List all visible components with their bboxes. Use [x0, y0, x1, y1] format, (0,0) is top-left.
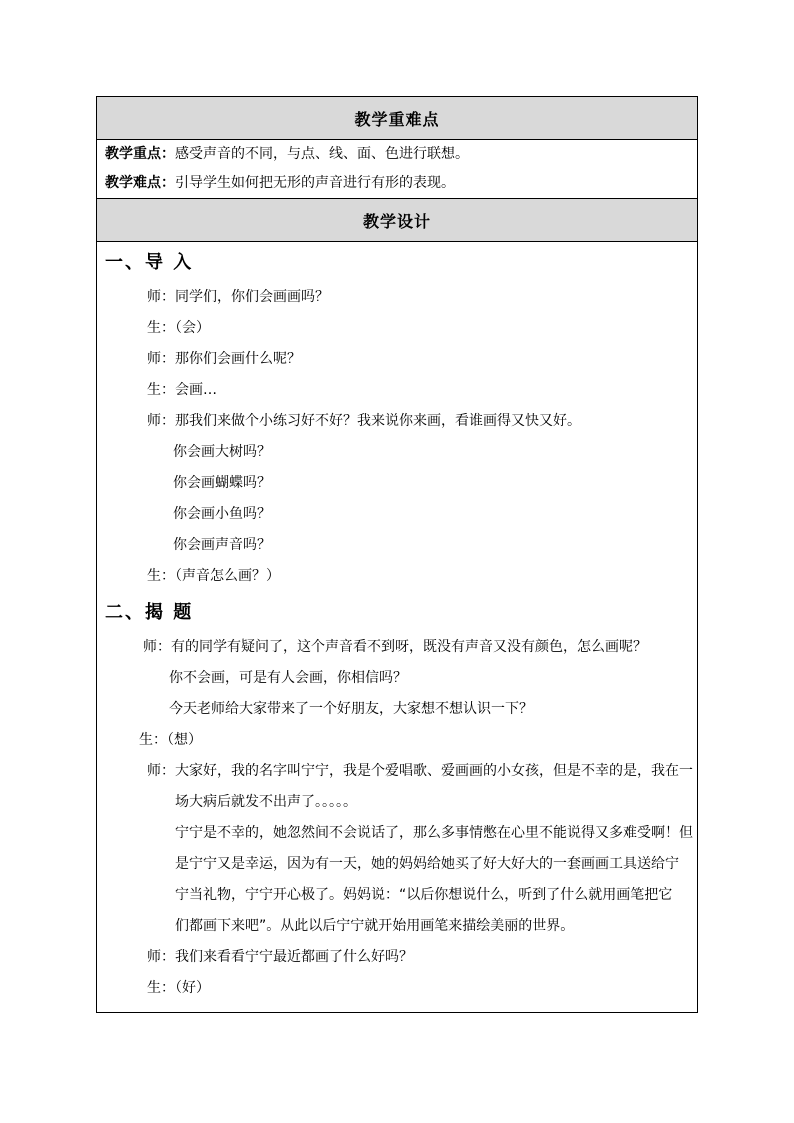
teaching-difficulty-label: 教学难点： [105, 175, 175, 191]
dialogue-line: 今天老师给大家带来了一个好朋友，大家想不想认识一下？ [169, 701, 533, 717]
lesson-plan-document [96, 96, 698, 1010]
section-intro-title: 一、导 入 [105, 252, 194, 273]
design-heading: 教学设计 [97, 199, 698, 242]
dialogue-line: 师：同学们，你们会画画吗？ [147, 289, 329, 305]
teaching-difficulty-text: 引导学生如何把无形的声音进行有形的表现。 [175, 175, 455, 191]
dialogue-line: 是宁宁又是幸运，因为有一天，她的妈妈给她买了好大好大的一套画画工具送给宁 [175, 856, 679, 872]
dialogue-line: 宁宁是不幸的，她忽然间不会说话了，那么多事情憋在心里不能说得又多难受啊！但 [175, 825, 693, 841]
teaching-focus-label: 教学重点： [105, 146, 175, 162]
dialogue-line: 宁当礼物，宁宁开心极了。妈妈说：“以后你想说什么，听到了什么就用画笔把它 [175, 887, 673, 903]
dialogue-line: 你会画蝴蝶吗？ [173, 475, 271, 491]
dialogue-line: 师：那我们来做个小练习好不好？我来说你来画，看谁画得又快又好。 [147, 413, 581, 429]
teaching-difficulty-line [97, 169, 697, 198]
dialogue-line: 生：（声音怎么画？） [147, 568, 280, 584]
dialogue-line: 生：（好） [147, 980, 210, 996]
teaching-focus-line [97, 140, 697, 169]
dialogue-line: 生：（会） [147, 320, 210, 336]
dialogue-line: 师：那你们会画什么呢？ [147, 351, 301, 367]
dialogue-line: 你会画大树吗？ [173, 444, 271, 460]
dialogue-line: 场大病后就发不出声了。。。。。 [175, 794, 357, 810]
dialogue-line: 你会画声音吗？ [173, 537, 271, 553]
dialogue-line: 师：我们来看看宁宁最近都画了什么好吗？ [147, 949, 413, 965]
dialogue-line: 生：（想） [139, 732, 202, 748]
key-points-cell [97, 140, 698, 199]
teaching-focus-text: 感受声音的不同，与点、线、面、色进行联想。 [175, 146, 469, 162]
dialogue-line: 生：会画… [147, 382, 217, 398]
key-points-heading: 教学重难点 [97, 97, 698, 140]
dialogue-line: 师：有的同学有疑问了，这个声音看不到呀，既没有声音又没有颜色，怎么画呢？ [143, 639, 647, 655]
section-topic-title: 二、揭 题 [105, 602, 194, 623]
dialogue-line: 们都画下来吧”。从此以后宁宁就开始用画笔来描绘美丽的世界。 [175, 918, 575, 934]
dialogue-line: 师：大家好，我的名字叫宁宁，我是个爱唱歌、爱画画的小女孩，但是不幸的是，我在一 [147, 763, 693, 779]
lesson-plan-table [96, 96, 698, 1013]
dialogue-line: 你不会画，可是有人会画，你相信吗？ [169, 670, 407, 686]
dialogue-line: 你会画小鱼吗？ [173, 506, 271, 522]
design-content-cell [97, 242, 698, 1013]
